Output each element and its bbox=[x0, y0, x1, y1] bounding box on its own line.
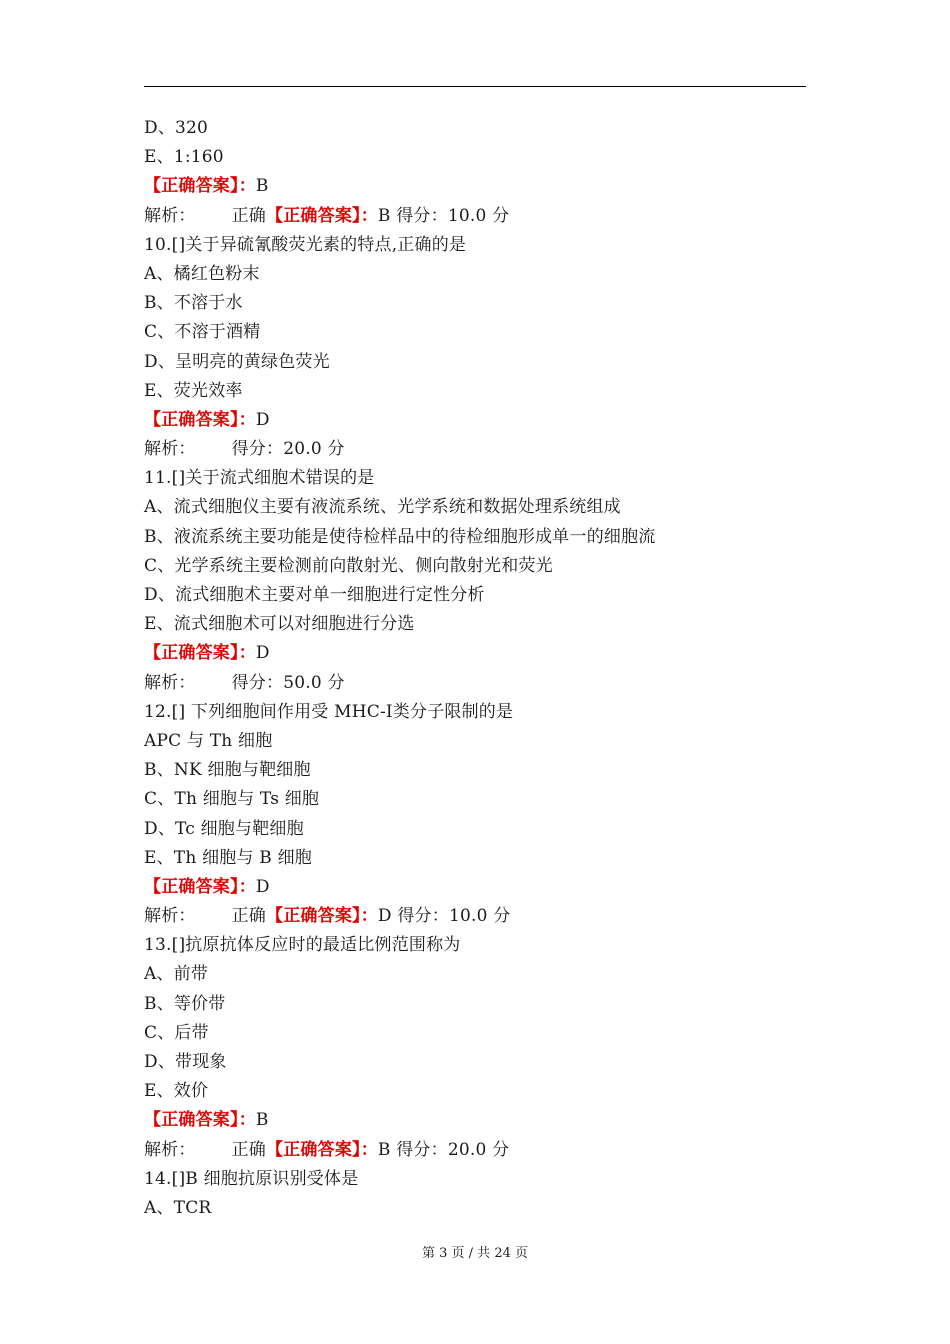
analysis-score: B 得分：10.0 分 bbox=[377, 205, 510, 226]
line-text: 14.[]B 细胞抗原识别受体是 bbox=[144, 1168, 359, 1189]
text-line bbox=[144, 1165, 806, 1194]
line-text: E、Th 细胞与 B 细胞 bbox=[144, 847, 313, 868]
analysis-score: 得分：20.0 分 bbox=[231, 439, 345, 460]
correct-answer-line bbox=[144, 639, 806, 668]
text-line bbox=[144, 610, 806, 639]
line-text: APC 与 Th 细胞 bbox=[144, 730, 273, 751]
line-text: 11.[]关于流式细胞术错误的是 bbox=[144, 468, 375, 489]
analysis-prefix: 解析： bbox=[144, 1139, 196, 1160]
line-text: D、流式细胞术主要对单一细胞进行定性分析 bbox=[144, 585, 485, 605]
text-line bbox=[144, 289, 806, 318]
correct-answer-line bbox=[144, 1106, 806, 1135]
text-line bbox=[144, 1194, 806, 1223]
text-line bbox=[144, 523, 806, 552]
text-line bbox=[144, 377, 806, 406]
line-text: A、流式细胞仪主要有液流系统、光学系统和数据处理系统组成 bbox=[144, 497, 621, 518]
line-text: A、前带 bbox=[144, 964, 209, 985]
analysis-status: 正确 bbox=[231, 1139, 267, 1160]
line-text: D、Tc 细胞与靶细胞 bbox=[144, 818, 304, 839]
correct-answer-label: 【正确答案】： bbox=[144, 643, 256, 664]
analysis-score: B 得分：20.0 分 bbox=[377, 1139, 510, 1160]
line-text: A、橘红色粉末 bbox=[144, 263, 260, 284]
analysis-score: D 得分：10.0 分 bbox=[377, 906, 511, 927]
text-line bbox=[144, 318, 806, 347]
analysis-line bbox=[144, 435, 806, 464]
line-text: D、带现象 bbox=[144, 1052, 227, 1072]
correct-answer-label: 【正确答案】： bbox=[144, 876, 256, 897]
text-line bbox=[144, 1048, 806, 1077]
line-text: E、效价 bbox=[144, 1081, 209, 1102]
document-body bbox=[144, 114, 806, 1223]
line-text: B、NK 细胞与靶细胞 bbox=[144, 760, 311, 781]
text-line bbox=[144, 844, 806, 873]
text-line bbox=[144, 552, 806, 581]
text-line bbox=[144, 960, 806, 989]
text-line bbox=[144, 143, 806, 172]
text-line bbox=[144, 698, 806, 727]
text-line bbox=[144, 581, 806, 610]
correct-answer-label: 【正确答案】： bbox=[266, 1139, 378, 1160]
line-text: C、后带 bbox=[144, 1022, 209, 1043]
analysis-status: 正确 bbox=[231, 906, 267, 927]
line-text: D、320 bbox=[144, 118, 209, 138]
correct-answer-value: D bbox=[255, 876, 270, 897]
analysis-prefix: 解析： bbox=[144, 672, 196, 693]
text-line bbox=[144, 931, 806, 960]
analysis-prefix: 解析： bbox=[144, 906, 196, 927]
text-line bbox=[144, 727, 806, 756]
analysis-prefix: 解析： bbox=[144, 205, 196, 226]
correct-answer-label: 【正确答案】： bbox=[144, 1110, 256, 1131]
line-text: 13.[]抗原抗体反应时的最适比例范围称为 bbox=[144, 935, 461, 956]
line-text: B、等价带 bbox=[144, 993, 226, 1014]
correct-answer-line bbox=[144, 873, 806, 902]
text-line bbox=[144, 231, 806, 260]
line-text: B、不溶于水 bbox=[144, 293, 243, 314]
line-text: D、呈明亮的黄绿色荧光 bbox=[144, 351, 330, 372]
line-text: E、1:160 bbox=[144, 147, 224, 168]
text-line bbox=[144, 493, 806, 522]
text-line bbox=[144, 348, 806, 377]
page-footer: 第 3 页 / 共 24 页 bbox=[422, 1246, 528, 1261]
correct-answer-value: B bbox=[255, 1110, 269, 1131]
text-line bbox=[144, 756, 806, 785]
analysis-line bbox=[144, 902, 806, 931]
analysis-line bbox=[144, 202, 806, 231]
text-line bbox=[144, 464, 806, 493]
text-line bbox=[144, 990, 806, 1019]
line-text: A、TCR bbox=[144, 1197, 212, 1218]
analysis-status: 正确 bbox=[231, 205, 267, 226]
text-line bbox=[144, 114, 806, 143]
correct-answer-line bbox=[144, 406, 806, 435]
line-text: E、流式细胞术可以对细胞进行分选 bbox=[144, 614, 415, 635]
analysis-prefix: 解析： bbox=[144, 439, 196, 460]
line-text: C、Th 细胞与 Ts 细胞 bbox=[144, 789, 320, 810]
text-line bbox=[144, 1077, 806, 1106]
correct-answer-value: B bbox=[255, 176, 269, 197]
line-text: 10.[]关于异硫氰酸荧光素的特点,正确的是 bbox=[144, 234, 467, 255]
text-line bbox=[144, 260, 806, 289]
line-text: B、液流系统主要功能是使待检样品中的待检细胞形成单一的细胞流 bbox=[144, 526, 656, 547]
correct-answer-label: 【正确答案】： bbox=[144, 176, 256, 197]
line-text: C、不溶于酒精 bbox=[144, 322, 261, 343]
correct-answer-line bbox=[144, 172, 806, 201]
analysis-line bbox=[144, 1136, 806, 1165]
correct-answer-label: 【正确答案】： bbox=[266, 205, 378, 226]
correct-answer-label: 【正确答案】： bbox=[144, 409, 256, 430]
correct-answer-value: D bbox=[255, 409, 270, 430]
line-text: C、光学系统主要检测前向散射光、侧向散射光和荧光 bbox=[144, 555, 553, 576]
correct-answer-value: D bbox=[255, 643, 270, 664]
text-line bbox=[144, 785, 806, 814]
header-rule bbox=[144, 86, 806, 87]
line-text: E、荧光效率 bbox=[144, 380, 243, 401]
text-line bbox=[144, 1019, 806, 1048]
text-line bbox=[144, 815, 806, 844]
line-text: 12.[] 下列细胞间作用受 MHC-Ⅰ类分子限制的是 bbox=[144, 701, 514, 722]
analysis-score: 得分：50.0 分 bbox=[231, 672, 345, 693]
analysis-line bbox=[144, 669, 806, 698]
correct-answer-label: 【正确答案】： bbox=[266, 906, 378, 927]
